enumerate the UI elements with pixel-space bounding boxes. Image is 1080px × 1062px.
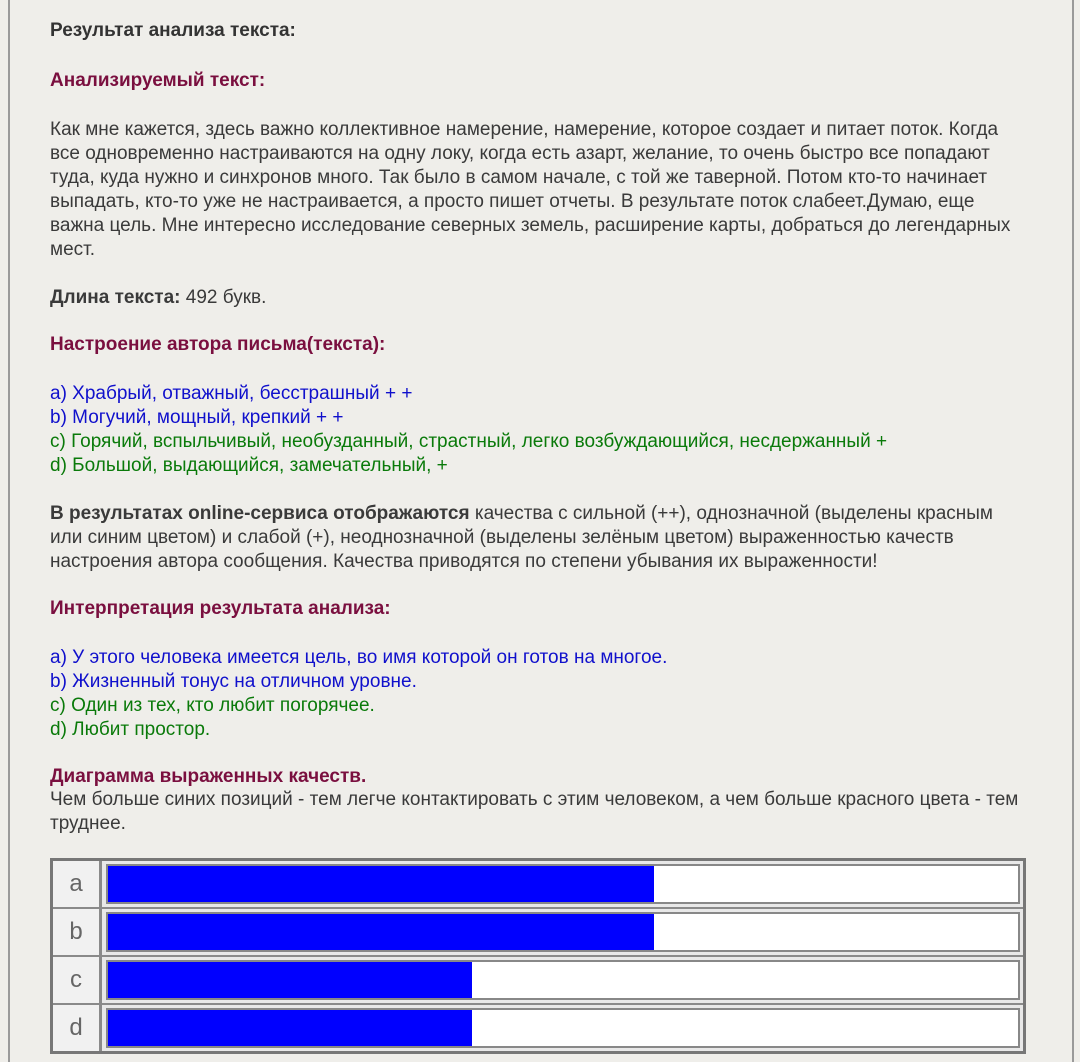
page <box>8 0 1074 1062</box>
chart-category-label: c <box>53 957 102 1003</box>
mood-item: b) Могучий, мощный, крепкий + + <box>50 407 344 428</box>
page-title: Результат анализа текста: <box>50 20 296 41</box>
mood-item: c) Горячий, вспыльчивый, необузданный, страстный, легко возбуждающийся, несдержанный + <box>50 431 888 452</box>
results-note-text: качества с сильной (++), однозначной (выделены красным или синим цветом) и слабой (+), неоднозначной (выделены зелёным цветом) выраженностью качеств настроения автора сообщения. Качества приводятся по степени убывания их выраженности! <box>50 503 993 572</box>
results-note-bold: В результатах online-сервиса отображаются <box>50 503 470 524</box>
chart-row-b <box>53 909 1023 957</box>
interpretation-item: a) У этого человека имеется цель, во имя которой он готов на многое. <box>50 647 668 668</box>
chart-bar-track <box>106 960 1020 1000</box>
chart-category-label: b <box>53 909 102 955</box>
mood-heading: Настроение автора письма(текста): <box>50 334 386 355</box>
interpretation-item: d) Любит простор. <box>50 719 211 740</box>
diagram-note: Чем больше синих позиций - тем легче контактировать с этим человеком, а чем больше красного цвета - тем труднее. <box>50 789 1019 834</box>
chart-category-label: a <box>53 861 102 907</box>
chart-bar-a <box>108 866 654 902</box>
analyzed-text-heading: Анализируемый текст: <box>50 70 266 91</box>
interpretation-list <box>50 646 1072 742</box>
interpretation-item: b) Жизненный тонус на отличном уровне. <box>50 671 417 692</box>
chart-bar-track <box>106 912 1020 952</box>
mood-item: d) Большой, выдающийся, замечательный, + <box>50 455 448 476</box>
results-note <box>50 502 1030 574</box>
chart-bar-c <box>108 962 472 998</box>
chart-row-c <box>53 957 1023 1005</box>
chart-bar-track <box>106 864 1020 904</box>
chart-category-label: d <box>53 1005 102 1051</box>
interpretation-item: c) Один из тех, кто любит погорячее. <box>50 695 375 716</box>
qualities-chart <box>50 858 1026 1054</box>
chart-row-d <box>53 1005 1023 1051</box>
text-length-value: 492 букв. <box>185 287 267 308</box>
text-length <box>50 286 1030 310</box>
chart-bar-b <box>108 914 654 950</box>
chart-row-a <box>53 861 1023 909</box>
analyzed-text: Как мне кажется, здесь важно коллективное намерение, намерение, которое создает и питает поток. Когда все одновременно настраиваются на одну локу, когда есть азарт, желание, то очень быстро все попадают туда, куда нужно и синхронов много. Так было в самом начале, с той же таверной. Потом кто-то начинает выпадать, кто-то уже не настраивается, а просто пишет отчеты. В результате поток слабеет.Думаю, еще важна цель. Мне интересно исследование северных земель, расширение карты, добраться до легендарных мест. <box>50 119 1011 260</box>
diagram-heading: Диаграмма выраженных качеств. <box>50 766 367 787</box>
mood-list <box>50 382 1072 478</box>
chart-bar-d <box>108 1010 472 1046</box>
mood-item: a) Храбрый, отважный, бесстрашный + + <box>50 383 413 404</box>
interpretation-heading: Интерпретация результата анализа: <box>50 598 391 619</box>
chart-bar-track <box>106 1008 1020 1048</box>
text-length-label: Длина текста: <box>50 287 181 308</box>
